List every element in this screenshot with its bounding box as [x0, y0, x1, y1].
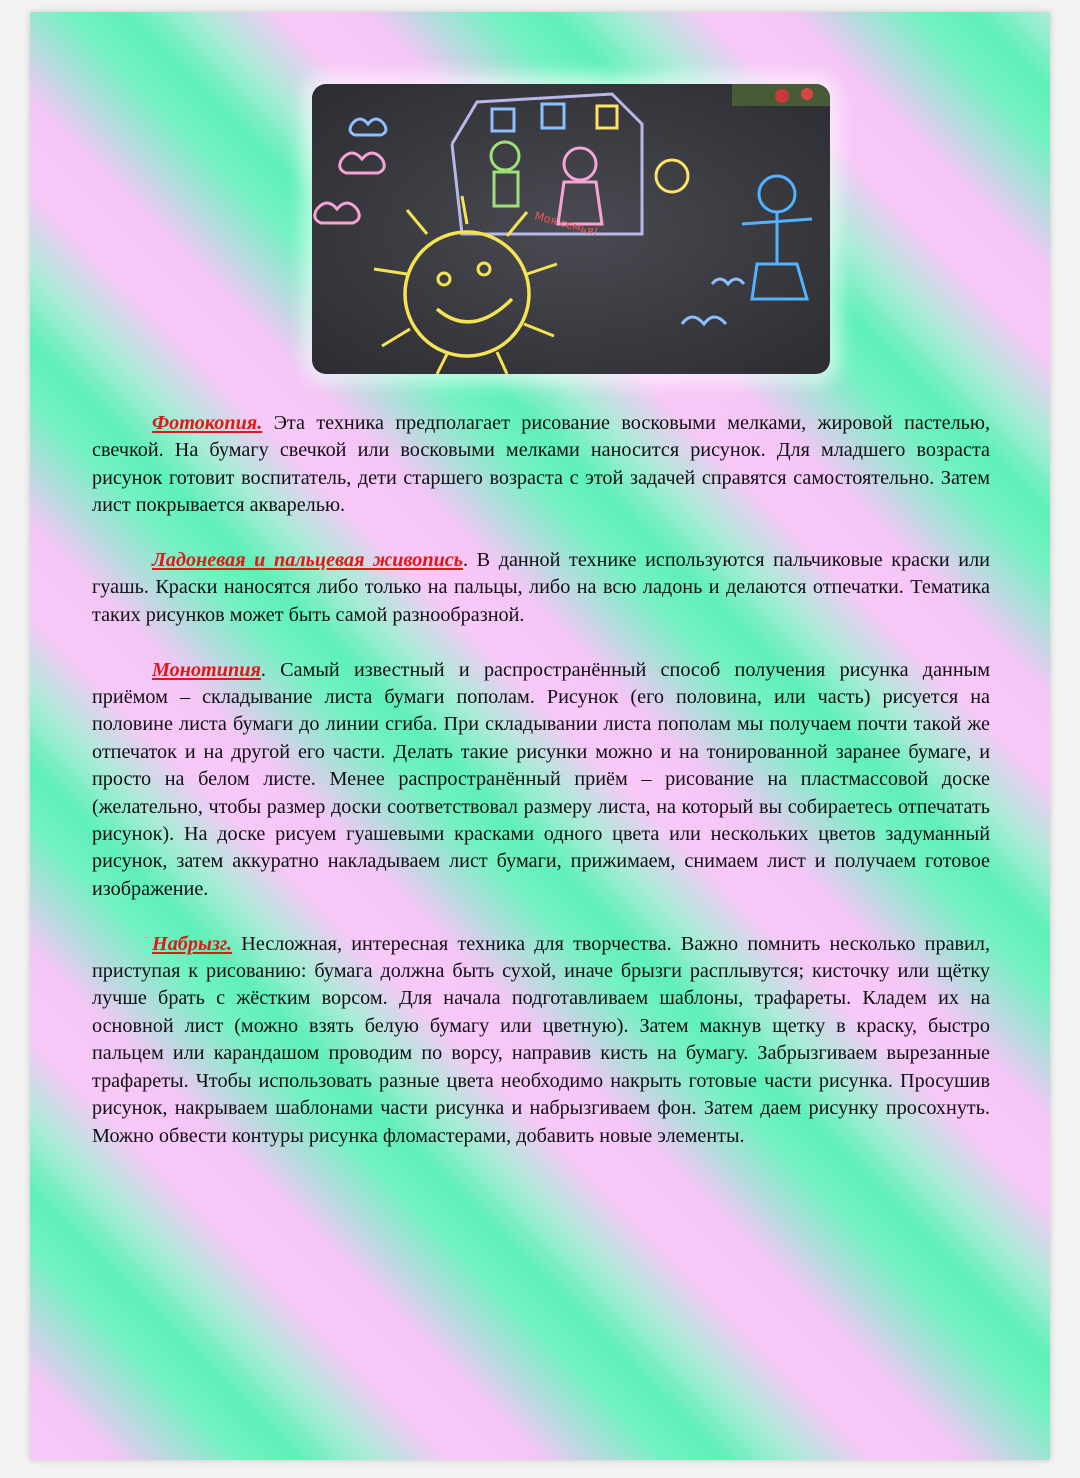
paragraph-body: Несложная, интересная техника для творчества. Важно помнить несколько правил, приступая к рисованию: бумага должна быть сухой, иначе брызги расплывутся; кисточку или щётку лучше брать с жёстким ворсом. Для начала подготавливаем шаблоны, трафареты. Кладем их на основной лист (можно взять белую бумагу или цветную). Затем макнув щетку в краску, быстро пальцем или карандашом проводим по ворсу, направив кисть на бумагу. Забрызгиваем вырезанные трафареты. Чтобы использовать разные цвета необходимо накрыть готовые части рисунка. Просушив рисунок, накрываем шаблонами части рисунка и набрызгиваем фон. Затем даем рисунку просохнуть. Можно обвести контуры рисунка фломастерами, добавить новые элементы.: [92, 932, 990, 1147]
term-finger-painting: Ладоневая и пальцевая живопись: [152, 549, 463, 572]
paragraph-photocopy: [92, 410, 990, 520]
paragraph-body: Эта техника предполагает рисование восковыми мелками, жировой пастелью, свечкой. На бумагу свечкой или восковыми мелками наносится рисунок. Для младшего возраста рисунок готовит воспитатель, дети старшего возраста с этой задачей справятся самостоятельно. Затем лист покрывается акварелью.: [92, 412, 990, 517]
document-page: [30, 12, 1050, 1460]
paragraph-body: . В данной технике используются пальчиковые краски или гуашь. Краски наносятся либо только на пальцы, либо на всю ладонь и делаются отпечатки. Тематика таких рисунков может быть самой разнообразной.: [92, 549, 990, 626]
chalk-drawing-image: [312, 84, 830, 374]
term-photocopy: Фотокопия.: [152, 412, 263, 434]
paragraph-finger-painting: [92, 547, 990, 629]
paragraph-body: . Самый известный и распространённый способ получения рисунка данным приёмом – складывание листа бумаги пополам. Рисунок (его половина, или часть) рисуется на половине листа бумаги до линии сгиба. При складывании листа пополам мы получаем почти такой же отпечаток и на другой его части. Делать такие рисунки можно и на тонированной заранее бумаге, и просто на белом листе. Менее распространённый приём – рисование на пластмассовой доске (желательно, чтобы размер доски соответствовал размеру листа, на который вы собираетесь отпечатать рисунок). На доске рисуем гуашевыми красками одного цвета или нескольких цветов задуманный рисунок, затем аккуратно накладываем лист бумаги, прижимаем, снимаем лист и получаем готовое изображение.: [92, 658, 990, 900]
paragraph-splatter: [92, 931, 990, 1150]
paragraph-monotype: [92, 657, 990, 904]
term-splatter: Набрызг.: [152, 932, 233, 955]
term-monotype: Монотипия: [152, 658, 261, 681]
photo-caption: Моя семья!: [533, 209, 600, 239]
chalk-drawing-photo: [312, 84, 830, 374]
document-text: [92, 410, 990, 1177]
